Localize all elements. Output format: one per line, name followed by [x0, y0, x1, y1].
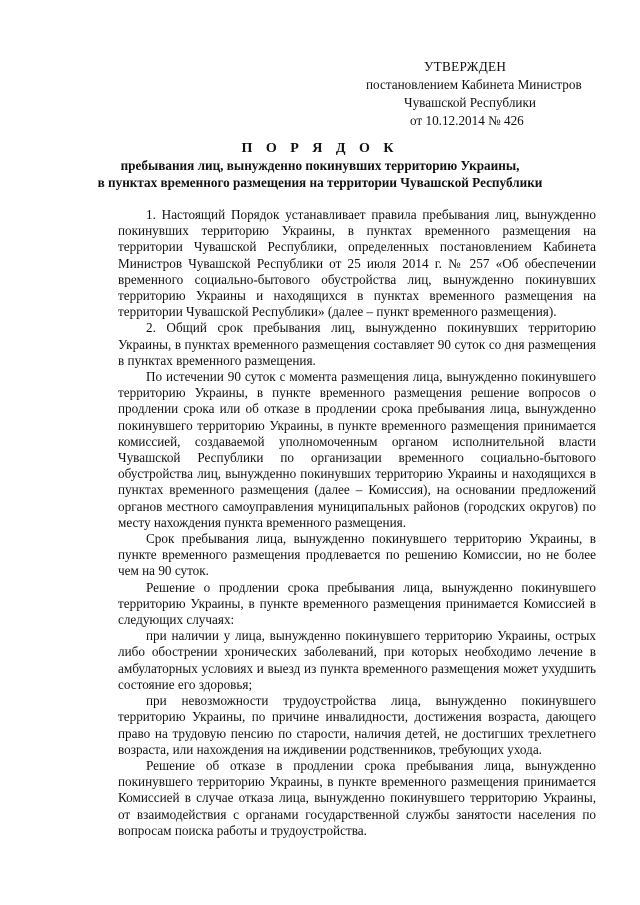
approval-line-2: Чувашской Республики: [404, 95, 536, 110]
approval-title: УТВЕРЖДЕН: [424, 59, 507, 74]
paragraph: Срок пребывания лица, вынужденно покинувшего территорию Украины, в пункте временного размещения продлевается по решению Комиссии, но не более чем на 90 суток.: [118, 531, 596, 579]
approval-line-3: от 10.12.2014 № 426: [410, 113, 524, 128]
subtitle-line-2: в пунктах временного размещения на территории Чувашской Республики: [97, 175, 543, 190]
subtitle-line-1: пребывания лиц, вынужденно покинувших территорию Украины,: [120, 158, 520, 173]
document-body: [118, 207, 596, 839]
paragraph: Решение о продлении срока пребывания лица, вынужденно покинувшего территорию Украины, в пункте временного размещения принимается Комиссией в следующих случаях:: [118, 579, 596, 628]
paragraph: 2. Общий срок пребывания лиц, вынужденно покинувших территорию Украины, в пунктах временного размещения составляет 90 суток со дня размещения в пунктах временного размещения.: [118, 320, 596, 368]
approval-line-1: постановлением Кабинета Министров: [366, 77, 582, 92]
paragraph: при наличии у лица, вынужденно покинувшего территорию Украины, острых либо обострении хронических заболеваний, при которых необходимо лечение в амбулаторных условиях и выезд из пункта временного размещения может ухудшить состояние его здоровья;: [118, 628, 596, 692]
paragraph: Решение об отказе в продлении срока пребывания лица, вынужденно покинувшего территорию Украины, в пункте временного размещения принимается Комиссией в случае отказа лица, вынужденно покинувшего территорию Украины, от взаимодействия с органами государственной службы занятости населения по вопросам поиска работы и трудоустройства.: [118, 757, 596, 838]
paragraph: при невозможности трудоустройства лица, вынужденно покинувшего территорию Украины, по причине инвалидности, достижения возраста, дающего право на трудовую пенсию по старости, наличия детей, не достигших трехлетнего возраста, или нахождения на иждивении родственников, требующих ухода.: [118, 693, 596, 757]
document-subtitle: [40, 157, 600, 191]
document-title: П О Р Я Д О К: [241, 141, 399, 156]
approval-stamp: [352, 58, 622, 130]
paragraph: По истечении 90 суток с момента размещения лица, вынужденно покинувшего территорию Украины, в пункте временного размещения решение вопросов о продлении срока или об отказе в продлении срока пребывания лица, вынужденно покинувшего территорию Украины, в пункте временного размещения принимается комиссией, создаваемой уполномоченным органом исполнительной власти Чувашской Республики по организации временного социально-бытового обустройства лиц, вынужденно покинувших территорию Украины и находящихся в пунктах временного размещения (далее – Комиссия), на основании предложений органов местного самоуправления муниципальных районов (городских округов) по месту нахождения пункта временного размещения.: [118, 369, 596, 530]
paragraph: 1. Настоящий Порядок устанавливает правила пребывания лиц, вынужденно покинувших территорию Украины, в пунктах временного размещения на территории Чувашской Республики, определенных постановлением Кабинета Министров Чувашской Республики от 25 июля 2014 г. № 257 «Об обеспечении временного социально-бытового обустройства лиц, вынужденно покинувших территорию Украины и находящихся в пунктах временного размещения на территории Чувашской Республики» (далее – пункт временного размещения).: [118, 207, 596, 320]
